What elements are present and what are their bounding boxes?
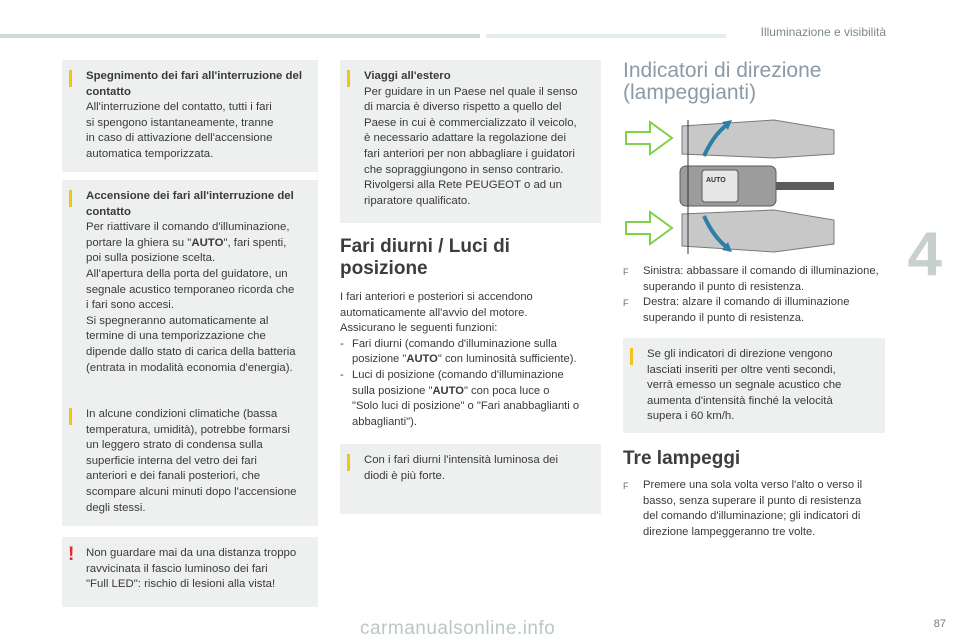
text-line: I fari anteriori e posteriori si accendono <box>340 291 533 303</box>
list-item <box>340 337 602 368</box>
indicator-stalk-illustration <box>624 114 836 260</box>
watermark: carmanualsonline.info <box>360 618 556 639</box>
bullet-icon: F <box>623 267 629 277</box>
list-item <box>623 264 893 295</box>
info-box-switch-on <box>62 180 318 402</box>
text-line: Paese in cui è commercializzato il veicolo, <box>364 116 577 129</box>
text-fragment: portare la ghiera su " <box>86 236 192 249</box>
info-box-text <box>364 453 591 484</box>
info-box-title: Viaggi all'estero <box>364 70 451 82</box>
text-line: supera i 60 km/h. <box>647 410 735 423</box>
text-line: ravvicinata il fascio luminoso dei fari <box>86 562 268 575</box>
text-line: Rivolgersi alla Rete PEUGEOT o ad un <box>364 179 562 192</box>
text-line: lasciati inseriti per oltre venti secondi, <box>647 363 836 376</box>
text-line: degli stessi. <box>86 501 146 514</box>
text-line: Destra: alzare il comando di illuminazione <box>643 296 850 309</box>
text-fragment: sulla posizione " <box>352 384 433 397</box>
text-fragment: " con poca luce o <box>463 384 550 397</box>
info-bar-icon <box>69 190 72 207</box>
text-line: "Full LED": rischio di lesioni alla vista! <box>86 578 276 591</box>
info-box-title: Accensione dei fari all'interruzione del contatto <box>86 190 294 218</box>
daytime-lights-body <box>340 290 602 430</box>
chapter-number: 4 <box>907 220 942 289</box>
info-bar-icon <box>347 454 350 471</box>
auto-keyword: AUTO <box>191 236 224 249</box>
section-title-daytime-lights <box>340 236 602 280</box>
info-bar-icon <box>69 70 72 87</box>
text-line: verrà emesso un segnale acustico che <box>647 379 842 392</box>
three-flashes-body <box>623 478 893 540</box>
text-line: scompare alcuni minuti dopo l'accensione <box>86 485 297 498</box>
text-fragment: ", fari spenti, <box>223 236 287 249</box>
info-box-switch-off <box>62 60 318 172</box>
warning-box-full-led <box>62 537 318 607</box>
text-line: All'interruzione del contatto, tutti i fari <box>86 101 272 114</box>
text-line: termine di una temporizzazione che <box>86 330 266 343</box>
info-bar-icon <box>347 70 350 87</box>
text-line: Premere una sola volta verso l'alto o verso il <box>643 479 863 491</box>
text-line: (entrata in modalità economia d'energia). <box>86 361 293 374</box>
text-line: in caso di attivazione dell'accensione <box>86 132 273 145</box>
text-line: si spengono istantaneamente, tranne <box>86 116 274 129</box>
text-line: poi sulla posizione scelta. <box>86 252 216 265</box>
info-box-travel-abroad <box>340 60 601 223</box>
info-bar-icon <box>69 408 72 425</box>
info-box-indicator-warning <box>623 338 885 433</box>
stalk-ring <box>702 170 738 202</box>
text-line: automaticamente all'avvio del motore. <box>340 306 528 319</box>
text-line: Sinistra: abbassare il comando di illuminazione, <box>643 265 879 277</box>
text-line: superando il punto di resistenza. <box>643 311 805 324</box>
info-box-text <box>86 189 308 376</box>
info-box-condensation <box>62 398 318 526</box>
text-line <box>352 352 602 368</box>
section-title-three-flashes <box>623 448 893 470</box>
text-line: In alcune condizioni climatiche (bassa <box>86 408 278 420</box>
text-line: Per guidare in un Paese nel quale il senso <box>364 85 578 98</box>
text-line: aumenta d'intensità finché la velocità <box>647 394 833 407</box>
heading-line: Indicatori di direzione <box>623 59 822 82</box>
info-bar-icon <box>630 348 633 365</box>
info-box-text <box>647 347 875 425</box>
text-line: Fari diurni (comando d'illuminazione sulla <box>352 337 557 350</box>
info-box-text <box>86 69 308 163</box>
text-line: superando il punto di resistenza. <box>643 280 805 293</box>
text-line: dipende dallo stato di carica della batteria <box>86 345 296 358</box>
text-line: che sopraggiungono in senso contrario. <box>364 163 564 176</box>
section-title-direction-indicators <box>623 60 903 104</box>
warning-box-text <box>86 546 308 593</box>
text-line: abbaglianti"). <box>352 415 417 428</box>
text-line: anteriori e dei fanali posteriori, che <box>86 470 261 483</box>
text-line: Assicurano le seguenti funzioni: <box>340 322 498 335</box>
text-fragment: " con luminosità sufficiente). <box>437 353 577 366</box>
text-line: direzione lampeggeranno tre volte. <box>643 525 816 538</box>
arrow-down-icon <box>626 212 672 244</box>
list-item <box>623 295 893 326</box>
text-line: Si spegneranno automaticamente al <box>86 314 269 327</box>
text-line: diodi è più forte. <box>364 469 446 482</box>
text-line: è necessario adattare la regolazione dei <box>364 132 567 145</box>
text-line: riparatore qualificato. <box>364 194 471 207</box>
bullet-icon: F <box>623 481 629 491</box>
heading-line: posizione <box>340 258 428 279</box>
info-box-text <box>86 407 308 516</box>
text-line: temperatura, umidità), potrebbe formarsi <box>86 423 290 436</box>
text-line: Non guardare mai da una distanza troppo <box>86 547 297 559</box>
text-line: superficie interna del vetro dei fari <box>86 454 257 467</box>
heading-line: Tre lampeggi <box>623 448 741 469</box>
info-box-title: Spegnimento dei fari all'interruzione del contatto <box>86 70 302 98</box>
text-line: un leggero strato di condensa sulla <box>86 439 263 452</box>
text-line: Se gli indicatori di direzione vengono <box>647 348 833 360</box>
heading-line: (lampeggianti) <box>623 81 757 104</box>
header-rule <box>0 34 480 38</box>
list-item <box>623 478 893 540</box>
warning-icon: ! <box>68 544 75 565</box>
text-line: del comando d'illuminazione; gli indicatori di <box>643 510 861 523</box>
auto-keyword: AUTO <box>406 353 438 366</box>
text-line <box>86 236 308 252</box>
text-line: basso, senza superare il punto di resistenza <box>643 494 862 507</box>
auto-keyword: AUTO <box>432 384 464 397</box>
text-line: Luci di posizione (comando d'illuminazione <box>352 368 564 381</box>
text-line: Per riattivare il comando d'illuminazione, <box>86 221 290 234</box>
text-line: i fari sono accesi. <box>86 299 174 312</box>
text-line: fari anteriori per non abbagliare i guidatori <box>364 147 575 160</box>
indicator-stalk-svg <box>624 114 836 260</box>
text-line: segnale acustico temporaneo ricorda che <box>86 283 295 296</box>
list-dash: - <box>340 337 344 350</box>
direction-items <box>623 264 893 326</box>
heading-line: Fari diurni / Luci di <box>340 236 510 257</box>
text-line: All'apertura della porta del guidatore, un <box>86 267 288 280</box>
arrow-up-icon <box>626 122 672 154</box>
text-line: "Solo luci di posizione" o "Fari anabbaglianti o <box>352 400 580 413</box>
page-number: 87 <box>933 618 946 630</box>
section-header: Illuminazione e visibilità <box>760 25 886 39</box>
text-line: automatica temporizzata. <box>86 147 214 160</box>
info-box-daytime-intensity <box>340 444 601 514</box>
info-box-text <box>364 69 591 209</box>
text-line: di marcia è diverso rispetto a quello del <box>364 101 562 114</box>
text-fragment: posizione " <box>352 353 407 366</box>
text-line: Con i fari diurni l'intensità luminosa dei <box>364 454 559 466</box>
header-rule-light <box>486 34 726 38</box>
bullet-icon: F <box>623 298 629 309</box>
list-item <box>340 368 602 430</box>
auto-label: AUTO <box>706 177 726 184</box>
list-dash: - <box>340 368 344 381</box>
text-line <box>352 384 602 400</box>
